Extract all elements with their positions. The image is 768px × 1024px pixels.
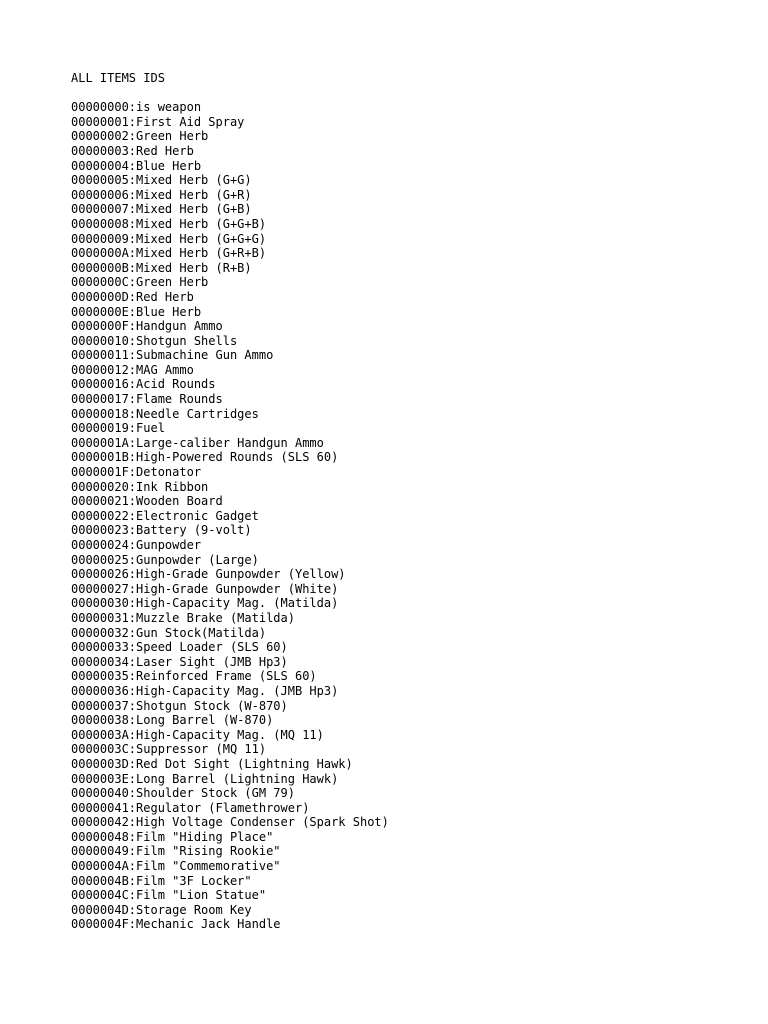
item-id-line: 00000008:Mixed Herb (G+G+B) xyxy=(71,216,267,231)
item-id-line: 0000004A:Film "Commemorative" xyxy=(71,859,281,874)
item-id-list xyxy=(71,100,751,932)
item-id-line: 0000001B:High-Powered Rounds (SLS 60) xyxy=(71,450,339,465)
document-title: ALL ITEMS IDS xyxy=(71,71,165,85)
item-id-line: 00000009:Mixed Herb (G+G+G) xyxy=(71,231,267,246)
item-id-line: 00000011:Submachine Gun Ammo xyxy=(71,348,274,363)
item-id-line: 00000024:Gunpowder xyxy=(71,538,202,552)
item-id-line: 00000036:High-Capacity Mag. (JMB Hp3) xyxy=(71,683,339,698)
item-id-line: 00000032:Gun Stock(Matilda) xyxy=(71,625,267,640)
item-id-line: 00000002:Green Herb xyxy=(71,129,209,144)
item-id-line: 0000003A:High-Capacity Mag. (MQ 11) xyxy=(71,727,324,742)
item-id-line: 00000034:Laser Sight (JMB Hp3) xyxy=(71,654,288,669)
item-id-line: 00000003:Red Herb xyxy=(71,143,194,158)
item-id-line: 00000022:Electronic Gadget xyxy=(71,508,259,523)
item-id-line: 00000037:Shotgun Stock (W-870) xyxy=(71,698,288,713)
item-id-line: 00000017:Flame Rounds xyxy=(71,392,223,407)
item-id-line: 0000003D:Red Dot Sight (Lightning Hawk) xyxy=(71,756,353,771)
item-id-line: 00000030:High-Capacity Mag. (Matilda) xyxy=(71,596,339,611)
item-id-line: 00000019:Fuel xyxy=(71,421,165,436)
item-id-line: 00000040:Shoulder Stock (GM 79) xyxy=(71,786,295,801)
item-id-line: 00000049:Film "Rising Rookie" xyxy=(71,844,281,859)
item-id-line: 0000000C:Green Herb xyxy=(71,275,209,290)
document-page xyxy=(71,71,751,932)
item-id-line: 00000042:High Voltage Condenser (Spark Shot) xyxy=(71,815,389,830)
item-id-line: 00000005:Mixed Herb (G+G) xyxy=(71,173,252,188)
item-id-line: 00000027:High-Grade Gunpowder (White) xyxy=(71,581,339,596)
item-id-line: 0000004D:Storage Room Key xyxy=(71,902,252,917)
item-id-line: 00000006:Mixed Herb (G+R) xyxy=(71,187,252,202)
item-id-line: 00000048:Film "Hiding Place" xyxy=(71,829,274,844)
item-id-line: 00000031:Muzzle Brake (Matilda) xyxy=(71,610,295,625)
item-id-line: 00000000:is weapon xyxy=(71,100,202,115)
item-id-line: 00000012:MAG Ammo xyxy=(71,362,194,377)
item-id-line: 0000000E:Blue Herb xyxy=(71,304,202,319)
item-id-line: 00000010:Shotgun Shells xyxy=(71,333,238,348)
item-id-line: 00000026:High-Grade Gunpowder (Yellow) xyxy=(71,567,346,582)
item-id-line: 00000033:Speed Loader (SLS 60) xyxy=(71,640,288,655)
item-id-line: 0000000A:Mixed Herb (G+R+B) xyxy=(71,246,267,261)
item-id-line: 00000038:Long Barrel (W-870) xyxy=(71,713,274,728)
item-id-line: 0000004C:Film "Lion Statue" xyxy=(71,888,267,903)
item-id-line: 0000000D:Red Herb xyxy=(71,289,194,304)
item-id-line: 00000001:First Aid Spray xyxy=(71,114,245,129)
item-id-line: 00000016:Acid Rounds xyxy=(71,377,216,392)
item-id-line: 00000018:Needle Cartridges xyxy=(71,406,259,421)
item-id-line: 00000004:Blue Herb xyxy=(71,158,202,173)
item-id-line: 0000000F:Handgun Ammo xyxy=(71,319,223,334)
item-id-line: 0000000B:Mixed Herb (R+B) xyxy=(71,260,252,275)
item-id-line: 0000001A:Large-caliber Handgun Ammo xyxy=(71,435,324,450)
item-id-line: 00000035:Reinforced Frame (SLS 60) xyxy=(71,669,317,684)
item-id-line: 00000021:Wooden Board xyxy=(71,494,223,509)
item-id-line: 00000023:Battery (9-volt) xyxy=(71,523,252,538)
item-id-line: 00000007:Mixed Herb (G+B) xyxy=(71,202,252,217)
item-id-line: 0000004F:Mechanic Jack Handle xyxy=(71,917,281,932)
item-id-line: 00000025:Gunpowder (Large) xyxy=(71,552,259,567)
item-id-line: 0000001F:Detonator xyxy=(71,465,202,480)
item-id-line: 0000003C:Suppressor (MQ 11) xyxy=(71,742,267,757)
item-id-line: 00000041:Regulator (Flamethrower) xyxy=(71,800,310,815)
item-id-line: 0000004B:Film "3F Locker" xyxy=(71,873,252,888)
item-id-line: 00000020:Ink Ribbon xyxy=(71,479,209,494)
item-id-line: 0000003E:Long Barrel (Lightning Hawk) xyxy=(71,771,339,786)
